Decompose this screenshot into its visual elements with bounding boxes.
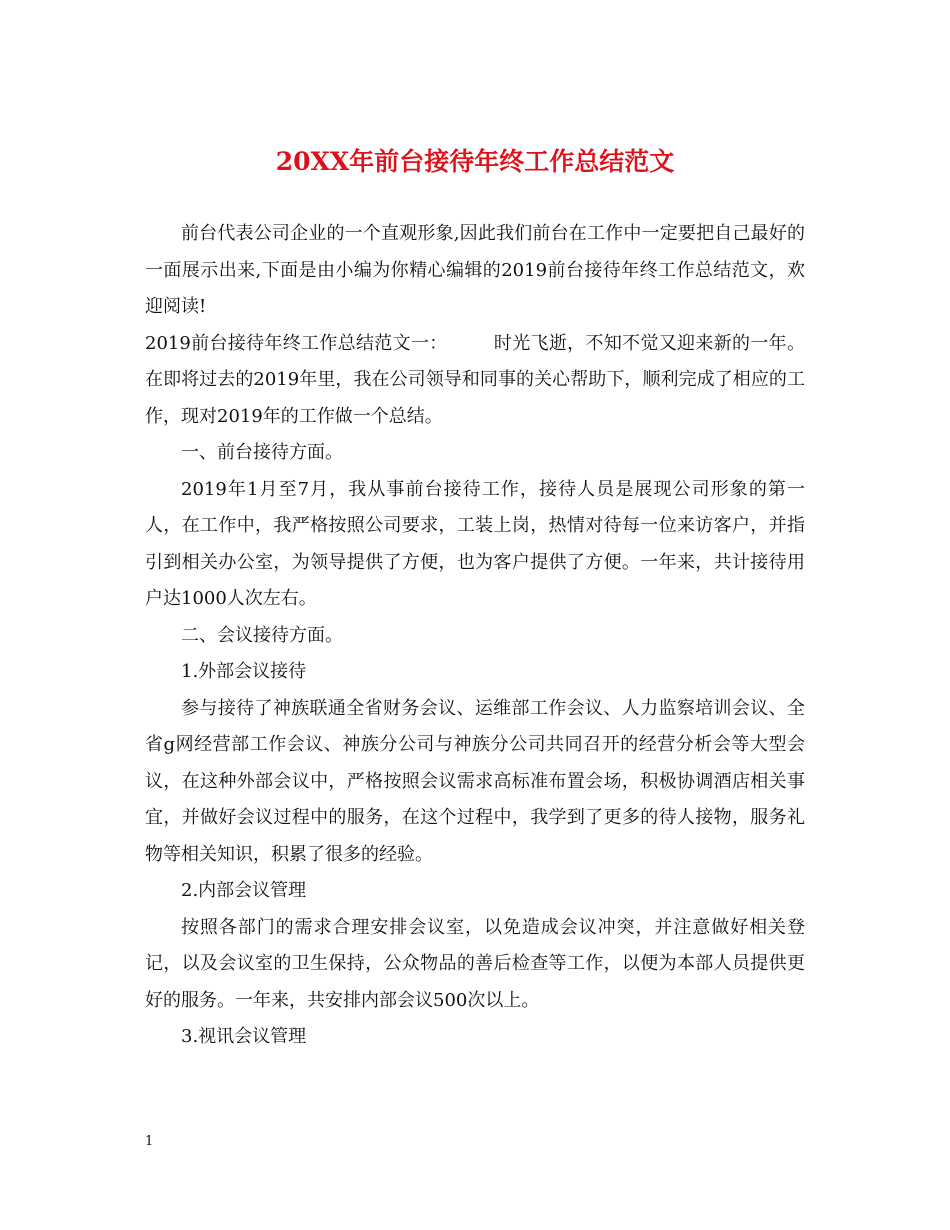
subheading-internal: 2.内部会议管理	[181, 880, 307, 901]
heading-reception: 一、前台接待方面。	[181, 442, 343, 463]
internal-meeting-paragraph: 按照各部门的需求合理安排会议室，以免造成会议冲突，并注意做好相关登记，以及会议室的卫生保持，公众物品的善后检查等工作，以便为本部人员提供更好的服务。一年来，共安排内部会议500次以上。	[145, 916, 805, 1011]
intro-paragraph: 前台代表公司企业的一个直观形象,因此我们前台在工作中一定要把自己最好的一面展示出来,下面是由小编为你精心编辑的2019前台接待年终工作总结范文，欢迎阅读!	[145, 223, 805, 317]
page-number: 1	[145, 1134, 154, 1149]
section-text: 时光飞逝，不知不觉又迎来新的一年。在即将过去的2019年里，我在公司领导和同事的关心帮助下，顺利完成了相应的工作，现对2019年的工作做一个总结。	[145, 332, 806, 427]
subheading-video: 3.视讯会议管理	[181, 1026, 307, 1047]
heading-meeting: 二、会议接待方面。	[181, 624, 343, 646]
section-paragraph	[145, 326, 805, 436]
subheading-external: 1.外部会议接待	[181, 661, 307, 682]
external-meeting-paragraph: 参与接待了神族联通全省财务会议、运维部工作会议、人力监察培训会议、全省g网经营部工作会议、神族分公司与神族分公司共同召开的经营分析会等大型会议，在这种外部会议中，严格按照会议需求高标准布置会场，积极协调酒店相关事宜，并做好会议过程中的服务，在这个过程中，我学到了更多的待人接物，服务礼物等相关知识，积累了很多的经验。	[145, 697, 805, 865]
document-title: 20XX年前台接待年终工作总结范文	[275, 147, 675, 176]
reception-paragraph: 2019年1月至7月，我从事前台接待工作，接待人员是展现公司形象的第一人，在工作中，我严格按照公司要求，工装上岗，热情对待每一位来访客户，并指引到相关办公室，为领导提供了方便，也为客户提供了方便。一年来，共计接待用户达1000人次左右。	[145, 478, 805, 609]
document-body	[145, 216, 805, 1056]
section-label: 2019前台接待年终工作总结范文一：	[145, 332, 448, 354]
